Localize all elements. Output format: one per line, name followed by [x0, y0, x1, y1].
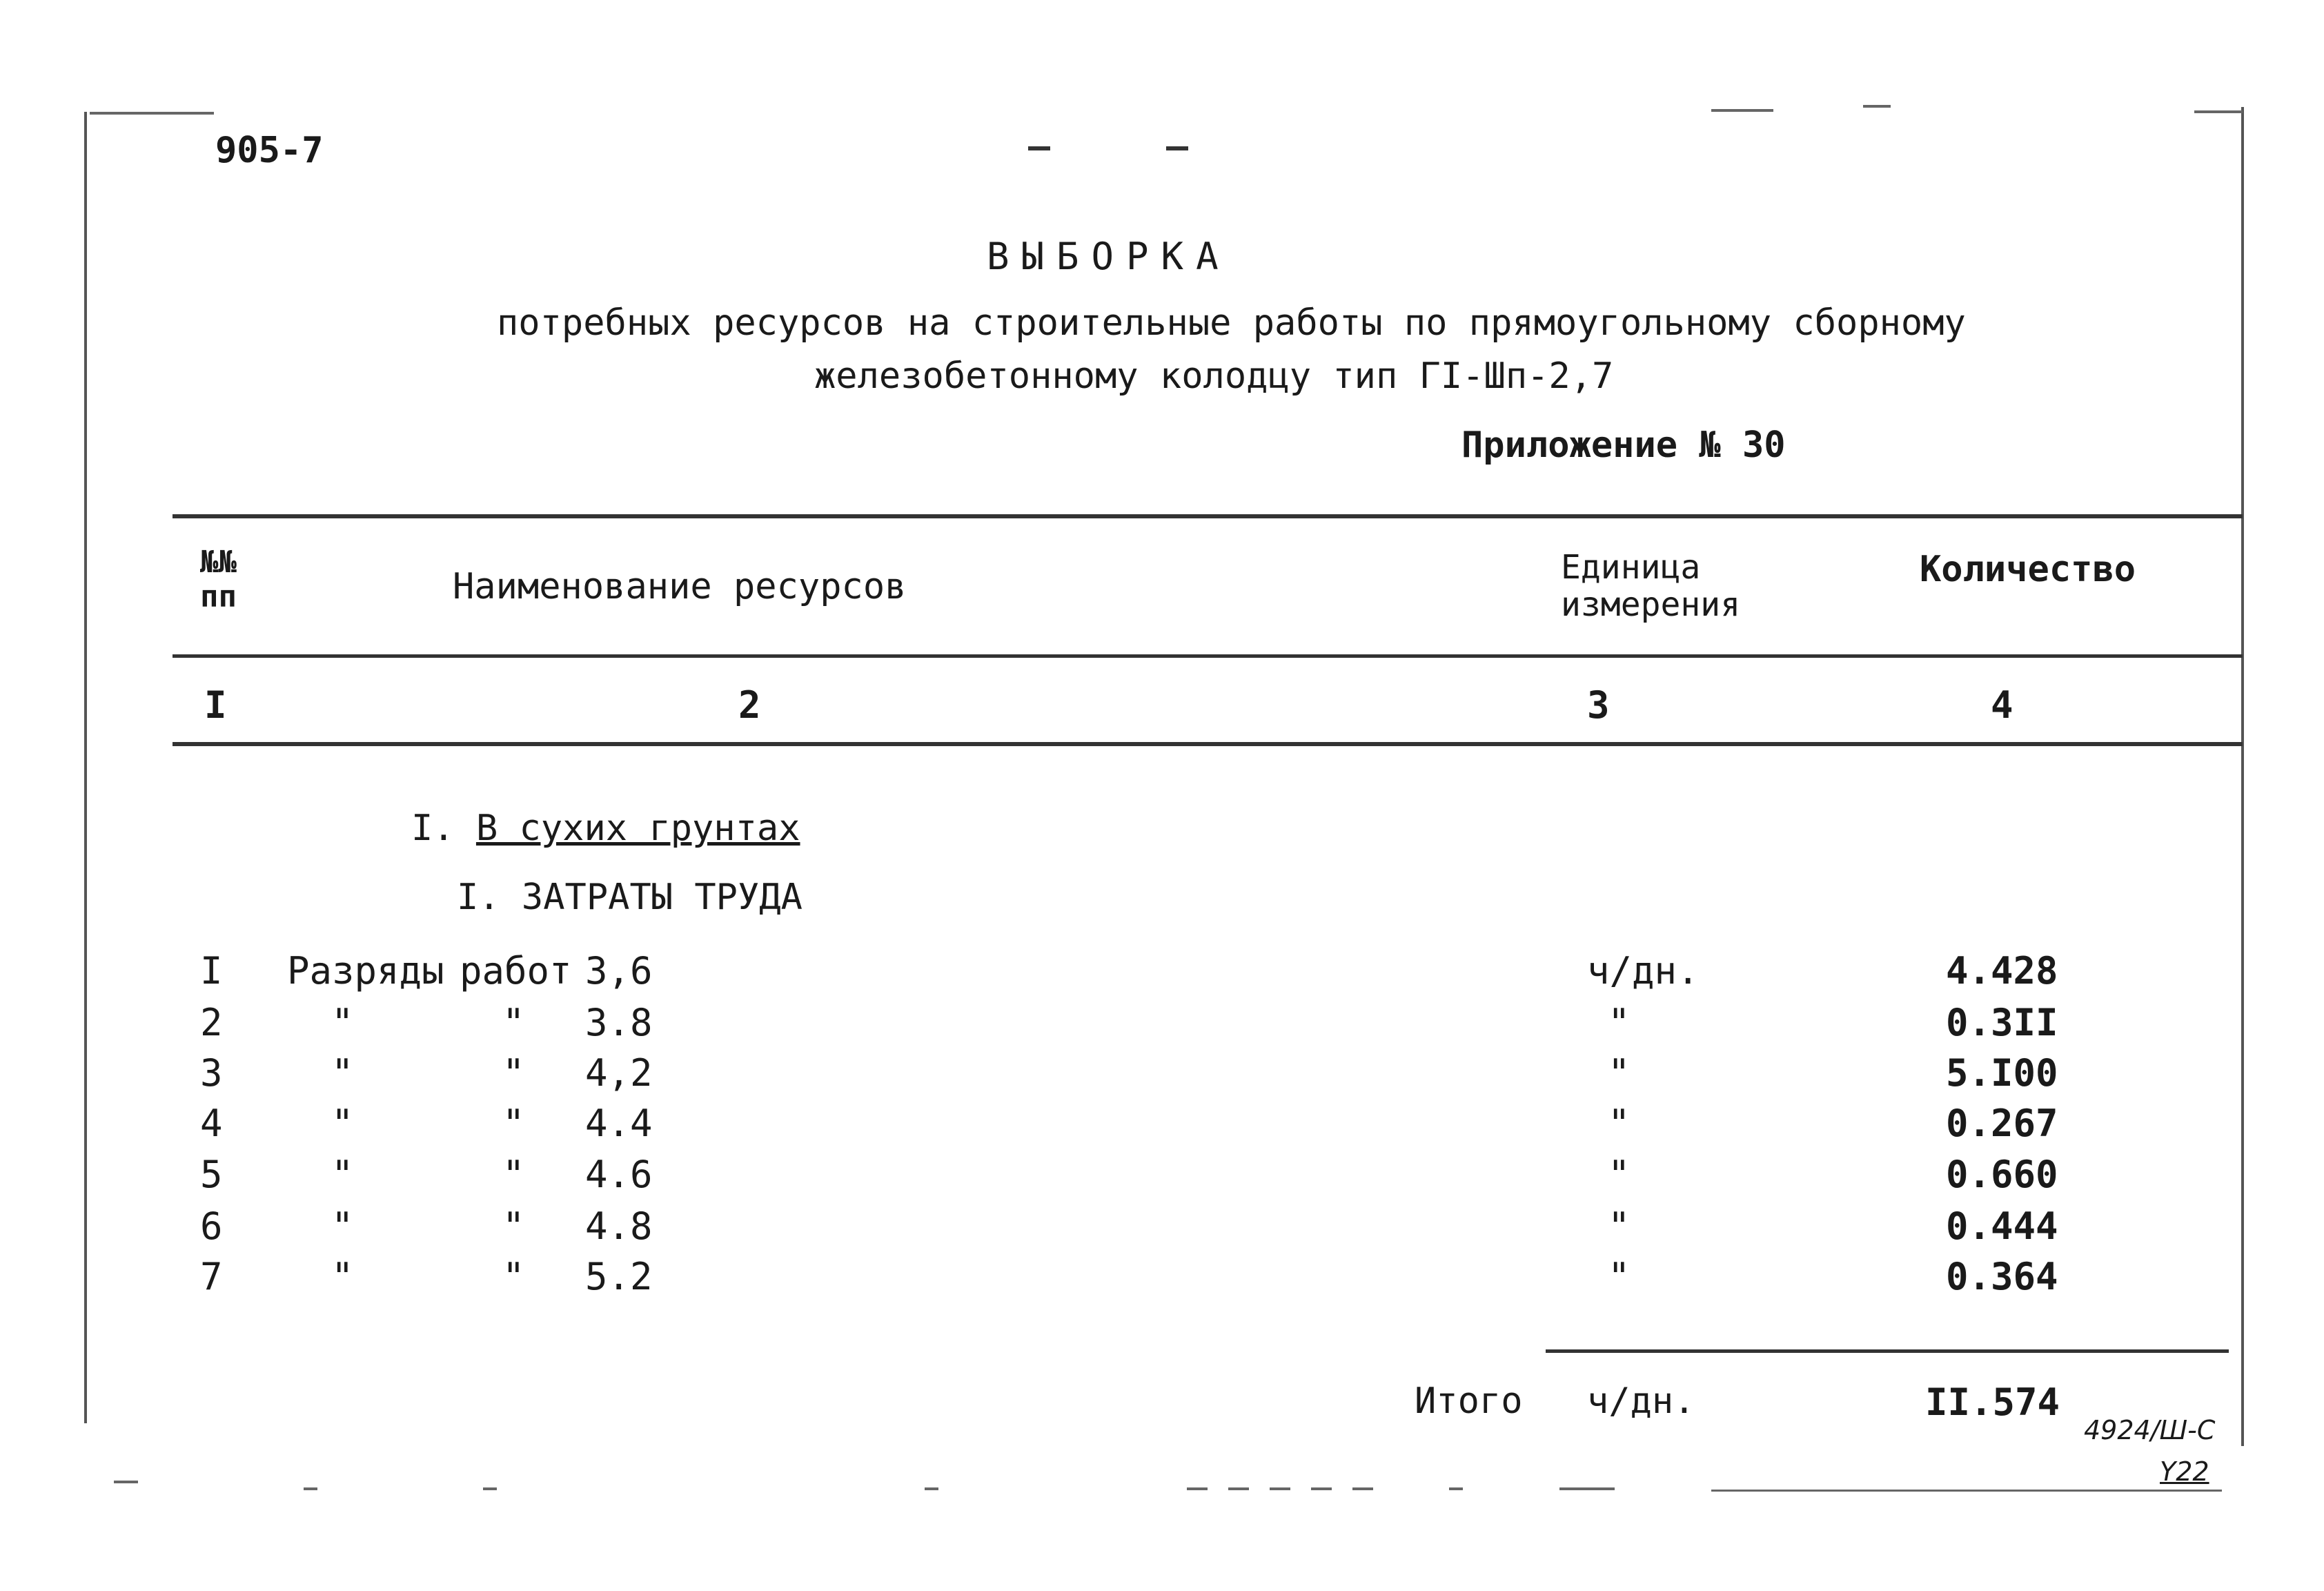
header-quantity: Количество — [1920, 549, 2136, 590]
total-label: Итого — [1415, 1380, 1523, 1422]
row-label: " — [331, 1255, 354, 1298]
row-label: " — [331, 1153, 354, 1196]
frame-top-dash — [90, 112, 214, 115]
row-label-cont: " — [502, 1102, 525, 1145]
header-number-line1: №№ — [200, 545, 237, 580]
frame-right-border — [2241, 107, 2244, 1446]
column-number: 3 — [1587, 683, 1610, 727]
frame-bottom-dash — [114, 1481, 138, 1483]
row-value: 4.428 — [1946, 949, 2058, 993]
row-label-cont: " — [502, 1051, 525, 1095]
row-grade: 3,6 — [585, 949, 653, 993]
frame-left-border — [84, 112, 87, 1423]
row-label-cont: " — [502, 1001, 525, 1044]
row-value: 0.364 — [1946, 1255, 2058, 1298]
row-unit: " — [1608, 1001, 1631, 1044]
row-unit: " — [1608, 1051, 1631, 1095]
row-label-cont: работ — [460, 949, 572, 993]
header-unit-line1: Единица — [1561, 548, 1701, 587]
row-value: 0.3II — [1946, 1001, 2058, 1044]
row-number: 7 — [200, 1255, 223, 1298]
header-resource-name: Наименование ресурсов — [453, 566, 907, 607]
row-label: " — [331, 1001, 354, 1044]
total-value: II.574 — [1925, 1380, 2060, 1424]
frame-bottom-dash — [1711, 1490, 2222, 1492]
row-unit: " — [1608, 1204, 1631, 1248]
document-subtitle-line2: железобетонному колодцу тип ГI-Шп-2,7 — [814, 355, 1614, 397]
row-number: I — [200, 949, 223, 993]
frame-bottom-dash — [1449, 1487, 1463, 1490]
document-code: 905-7 — [215, 130, 324, 171]
row-label: " — [331, 1204, 354, 1248]
frame-bottom-dash — [483, 1487, 497, 1490]
section-prefix: I. — [411, 808, 455, 849]
row-grade: 4.6 — [585, 1153, 653, 1196]
frame-bottom-dash — [304, 1487, 317, 1490]
table-top-rule — [173, 514, 2243, 518]
row-unit: " — [1608, 1102, 1631, 1145]
row-unit: " — [1608, 1153, 1631, 1196]
row-grade: 4.8 — [585, 1204, 653, 1248]
row-value: 0.267 — [1946, 1102, 2058, 1145]
column-number: 4 — [1991, 683, 2013, 727]
header-unit-line2: измерения — [1561, 585, 1741, 624]
table-header-rule — [173, 654, 2243, 658]
appendix-number: Приложение № 30 — [1461, 424, 1786, 466]
column-number: I — [204, 683, 227, 727]
row-label-cont: " — [502, 1204, 525, 1248]
frame-bottom-dash — [1187, 1487, 1394, 1490]
header-number — [200, 545, 237, 614]
document-subtitle-line1: потребных ресурсов на строительные работы по прямоугольному сборному — [497, 302, 1966, 344]
row-number: 3 — [200, 1051, 223, 1095]
row-number: 6 — [200, 1204, 223, 1248]
archive-stamp: 4924/Ш-С — [2084, 1415, 2216, 1445]
frame-bottom-dash — [925, 1487, 938, 1490]
table-colnum-rule — [173, 742, 2243, 746]
row-label: Разряды — [287, 949, 444, 993]
row-label: " — [331, 1051, 354, 1095]
frame-bottom-dash — [1559, 1487, 1615, 1490]
section-title: В сухих грунтах — [475, 808, 800, 849]
row-grade: 5.2 — [585, 1255, 653, 1298]
header-unit — [1561, 549, 1740, 623]
frame-top-dash — [2194, 110, 2243, 113]
frame-top-dash — [1863, 105, 1891, 108]
total-unit: ч/дн. — [1587, 1380, 1695, 1422]
row-value: 0.444 — [1946, 1204, 2058, 1248]
row-unit: ч/дн. — [1587, 949, 1700, 993]
page-dash-mark — [1028, 146, 1050, 150]
subsection-heading: I. ЗАТРАТЫ ТРУДА — [457, 877, 802, 918]
row-unit: " — [1608, 1255, 1631, 1298]
column-number: 2 — [738, 683, 761, 727]
row-number: 4 — [200, 1102, 223, 1145]
row-label-cont: " — [502, 1153, 525, 1196]
row-value: 5.I00 — [1946, 1051, 2058, 1095]
row-value: 0.660 — [1946, 1153, 2058, 1196]
row-label: " — [331, 1102, 354, 1145]
row-grade: 4,2 — [585, 1051, 653, 1095]
row-grade: 3.8 — [585, 1001, 653, 1044]
row-grade: 4.4 — [585, 1102, 653, 1145]
archive-stamp-sheet: Y22 — [2160, 1456, 2209, 1487]
page-dash-mark — [1166, 146, 1188, 150]
header-number-line2: пп — [200, 579, 237, 614]
section-heading — [411, 808, 800, 849]
row-number: 2 — [200, 1001, 223, 1044]
document-title: ВЫБОРКА — [987, 235, 1231, 278]
frame-top-dash — [1711, 109, 1773, 112]
row-label-cont: " — [502, 1255, 525, 1298]
row-number: 5 — [200, 1153, 223, 1196]
total-rule — [1546, 1349, 2229, 1353]
